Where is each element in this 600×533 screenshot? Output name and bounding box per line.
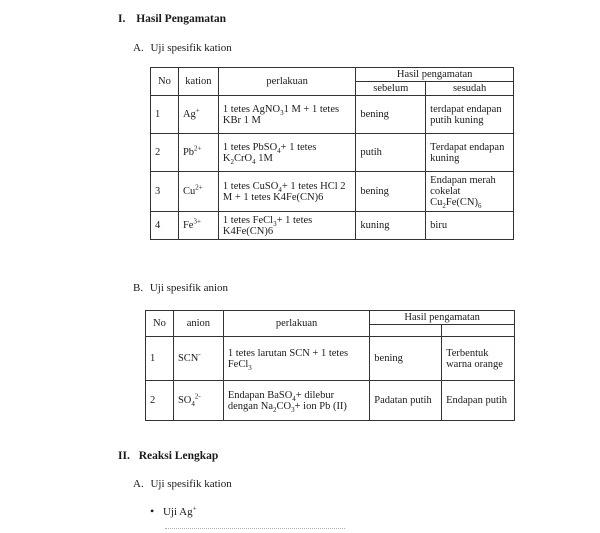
header-no: No (151, 68, 179, 96)
text-sub: 2 (273, 405, 277, 414)
text-part: CO (276, 400, 292, 412)
header-hasil: Hasil pengamatan (356, 68, 514, 82)
cell-sesudah: terdapat endapan putih kuning (426, 96, 514, 134)
cell-ion (178, 134, 218, 172)
text-sub: 6 (478, 202, 482, 211)
part-a-label: A. (133, 42, 144, 54)
text-part: 1M (255, 152, 273, 164)
text-sub: 3 (248, 363, 252, 372)
cell-sebelum: putih (356, 134, 426, 172)
anion-table (145, 310, 515, 421)
ion-charge: 2+ (195, 183, 203, 192)
cutoff-text-line (165, 528, 345, 532)
cell-no: 3 (151, 172, 179, 212)
cell-no: 2 (146, 381, 174, 421)
cell-ion (178, 172, 218, 212)
cell-perlakuan (223, 381, 369, 421)
part-b-heading (133, 282, 228, 294)
cell-no: 4 (151, 212, 179, 240)
text-sub: 2 (442, 202, 446, 211)
header-perlakuan: perlakuan (218, 68, 355, 96)
cell-perlakuan (218, 212, 355, 240)
header-sesudah: sesudah (426, 82, 514, 96)
text-part: Endapan merah cokelat Cu (430, 175, 496, 208)
table-row (146, 337, 515, 381)
cell-perlakuan (223, 337, 369, 381)
text-part: + 1 tetes K4Fe(CN)6 (222, 214, 313, 237)
header-empty (442, 325, 515, 337)
ion-symbol: SO (177, 395, 192, 406)
part-a-heading (133, 42, 232, 54)
text-part: 1 tetes FeCl (222, 214, 274, 226)
ion-symbol: Ag (182, 109, 196, 120)
bullet-text: Uji Ag (162, 506, 193, 518)
bullet-charge: + (192, 504, 197, 513)
text-part: Endapan BaSO (227, 389, 293, 401)
section-2-number: II. (118, 450, 130, 462)
kation-table (150, 67, 514, 240)
cell-sesudah (426, 172, 514, 212)
cell-sesudah: Terdapat endapan kuning (426, 134, 514, 172)
text-part: + 1 tetes K (222, 141, 317, 164)
cell-ion (173, 337, 223, 381)
text-sub: 4 (278, 185, 282, 194)
ion-charge: + (195, 106, 200, 115)
ion-symbol: Pb (182, 147, 195, 158)
cell-ion (178, 96, 218, 134)
header-sebelum: sebelum (356, 82, 426, 96)
text-sub: 4 (252, 157, 256, 166)
table-header-row (146, 311, 515, 325)
cell-sesudah: Terbentuk warna orange (442, 337, 515, 381)
text-part: 1 M + 1 tetes KBr 1 M (222, 103, 340, 126)
section-2-part-a-heading (133, 478, 232, 490)
cell-sebelum: kuning (356, 212, 426, 240)
cell-no: 2 (151, 134, 179, 172)
table-row (151, 212, 514, 240)
table-row (151, 96, 514, 134)
part-b-title: Uji spesifik anion (149, 282, 229, 294)
section-2-heading (118, 450, 218, 462)
section-2-part-a-label: A. (133, 478, 144, 490)
header-perlakuan: perlakuan (223, 311, 369, 337)
text-sub: 3 (273, 219, 277, 228)
header-kation: kation (178, 68, 218, 96)
section-2-part-a-title: Uji spesifik kation (150, 478, 232, 490)
text-sub: 4 (292, 394, 296, 403)
section-1-number: I. (118, 13, 126, 25)
cell-ion (173, 381, 223, 421)
ion-charge: 2+ (194, 144, 202, 153)
ion-symbol: Fe (182, 220, 194, 231)
text-sub: 2 (230, 157, 234, 166)
section-1-title: Hasil Pengamatan (136, 13, 226, 25)
text-part: 1 tetes AgNO (222, 103, 281, 115)
cell-no: 1 (146, 337, 174, 381)
header-empty (370, 325, 442, 337)
ion-charge: 3+ (193, 217, 201, 226)
cell-sebelum: bening (370, 337, 442, 381)
cell-sesudah: Endapan putih (442, 381, 515, 421)
text-part: Fe(CN) (445, 197, 479, 208)
table-row (151, 172, 514, 212)
text-sub: 3 (280, 108, 284, 117)
cell-ion (178, 212, 218, 240)
text-sub: 4 (277, 146, 281, 155)
table-row (151, 134, 514, 172)
ion-symbol: SCN (177, 353, 199, 364)
header-anion: anion (173, 311, 223, 337)
cell-perlakuan (218, 96, 355, 134)
ion-charge: - (198, 350, 201, 359)
bullet-dot-icon: • (150, 504, 155, 518)
cell-sebelum: bening (356, 96, 426, 134)
header-no: No (146, 311, 174, 337)
part-a-title: Uji spesifik kation (150, 42, 232, 54)
text-part: 1 tetes larutan SCN + 1 tetes FeCl (227, 347, 349, 370)
ion-symbol: Cu (182, 186, 196, 197)
table-header-row (151, 68, 514, 82)
text-sub: 3 (291, 405, 295, 414)
text-part: CrO (234, 152, 253, 164)
cell-perlakuan (218, 134, 355, 172)
ion-charge: 2- (194, 392, 201, 401)
text-part: + ion Pb (II) (294, 400, 347, 412)
table-row (146, 381, 515, 421)
cell-sesudah: biru (426, 212, 514, 240)
cell-sebelum: Padatan putih (370, 381, 442, 421)
cell-sebelum: bening (356, 172, 426, 212)
cell-no: 1 (151, 96, 179, 134)
header-hasil: Hasil pengamatan (370, 311, 515, 325)
ion-sub: 4 (191, 400, 195, 409)
section-1-heading (118, 13, 226, 25)
text-part: 1 tetes CuSO (222, 180, 279, 192)
bullet-item (150, 504, 197, 519)
text-part: + 1 tetes HCl 2 M + 1 tetes K4Fe(CN)6 (222, 180, 346, 203)
section-2-title: Reaksi Lengkap (138, 450, 219, 462)
cell-perlakuan (218, 172, 355, 212)
text-part: 1 tetes PbSO (222, 141, 278, 153)
text-part: + dilebur dengan Na (227, 389, 335, 412)
part-b-label: B. (133, 282, 144, 294)
